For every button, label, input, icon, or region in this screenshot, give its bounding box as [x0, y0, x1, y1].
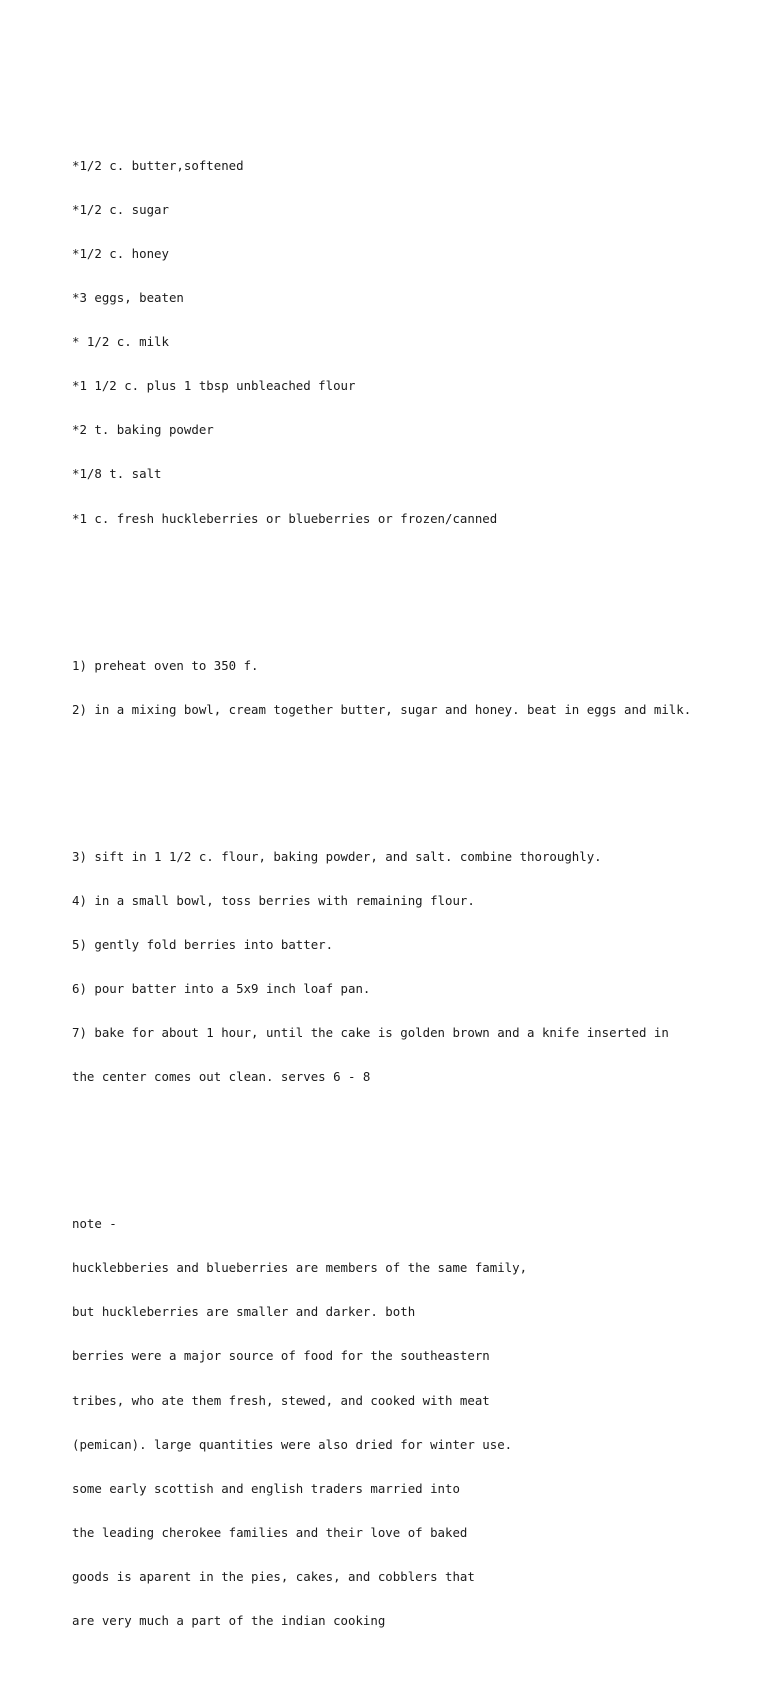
blank-line: [72, 1144, 762, 1159]
note-line: some early scottish and english traders married into: [72, 1480, 460, 1496]
step-line: 5) gently fold berries into batter.: [72, 936, 334, 952]
note-line: goods is aparent in the pies, cakes, and cobblers that: [72, 1568, 475, 1584]
ingredient-line: *1/2 c. butter,softened: [72, 157, 244, 173]
step-line: 7) bake for about 1 hour, until the cake is golden brown and a knife inserted in: [72, 1025, 669, 1041]
note-line: (pemican). large quantities were also dried for winter use.: [72, 1436, 513, 1452]
step-line: 2) in a mixing bowl, cream together butter, sugar and honey. beat in eggs and milk.: [72, 701, 692, 717]
note-section: [72, 1188, 762, 1658]
ingredient-line: *1/2 c. honey: [72, 246, 169, 261]
blank-line: [72, 776, 762, 791]
ingredient-line: *2 t. baking powder: [72, 422, 214, 438]
step-line: 4) in a small bowl, toss berries with remaining flour.: [72, 892, 475, 908]
ingredient-line: * 1/2 c. milk: [72, 334, 169, 350]
step-line: 1) preheat oven to 350 f.: [72, 657, 259, 673]
steps-second-group: [72, 820, 762, 1114]
step-line: 3) sift in 1 1/2 c. flour, baking powder, and salt. combine thoroughly.: [72, 848, 602, 864]
step-line: the center comes out clean. serves 6 - 8: [72, 1069, 371, 1085]
note-line: tribes, who ate them fresh, stewed, and cooked with meat: [72, 1392, 490, 1408]
ingredients-list: [72, 129, 762, 555]
ingredient-line: *1/8 t. salt: [72, 466, 162, 482]
note-line: are very much a part of the indian cooking: [72, 1612, 386, 1628]
ingredient-line: *1/2 c. sugar: [72, 201, 169, 217]
ingredient-line: *1 c. fresh huckleberries or blueberries or frozen/canned: [72, 510, 498, 526]
note-line: but huckleberries are smaller and darker. both: [72, 1304, 416, 1320]
steps-first-group: [72, 629, 762, 747]
step-line: 6) pour batter into a 5x9 inch loaf pan.: [72, 980, 371, 996]
blank-line: [72, 585, 762, 600]
note-line: berries were a major source of food for the southeastern: [72, 1348, 490, 1364]
ingredient-line: *1 1/2 c. plus 1 tbsp unbleached flour: [72, 378, 356, 394]
ingredient-line: *3 eggs, beaten: [72, 290, 184, 306]
recipe-text: [72, 100, 762, 1687]
note-heading: note -: [72, 1216, 117, 1232]
note-line: the leading cherokee families and their love of baked: [72, 1524, 468, 1540]
note-line: hucklebberies and blueberries are members of the same family,: [72, 1260, 528, 1276]
